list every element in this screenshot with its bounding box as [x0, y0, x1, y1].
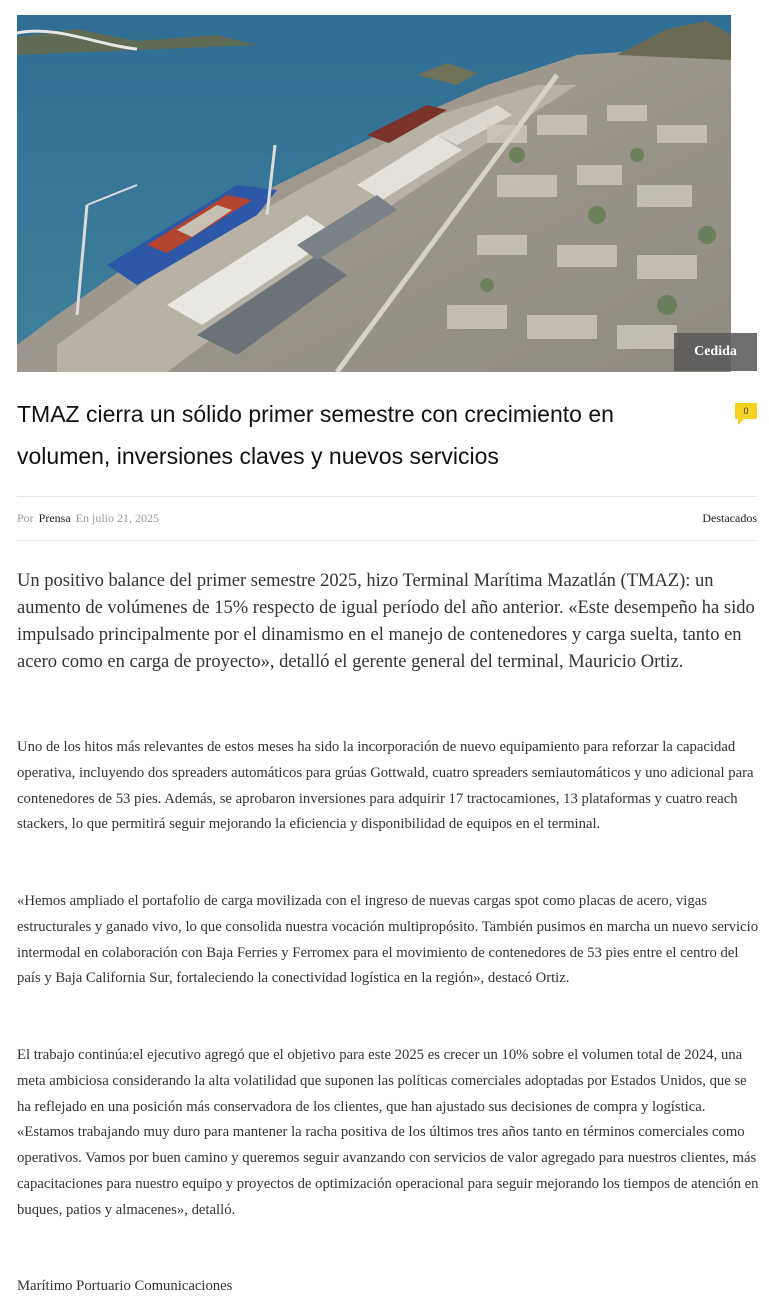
- article-paragraph: El trabajo continúa:el ejecutivo agregó que el objetivo para este 2025 es crecer un 10% sobre el volumen total de 2024, una meta ambiciosa considerando la alta volatilidad que suponen las políticas comerciales adoptadas por Estados Unidos, que se ha reflejado en una posición más conservadora de los clientes, que han ajustado sus decisiones de compra y logística. «Estamos trabajando muy duro para mantener la racha positiva de los últimos tres años tanto en términos comerciales como operativos. Vamos por buen camino y queremos seguir avanzando con servicios de valor agregado para nuestros clientes, más capacitaciones para nuestro equipo y proyectos de optimización operacional para seguir mejorando los tiempos de atención en buques, patios y almacenes», detalló.: [17, 1047, 759, 1218]
- article-meta: [17, 509, 757, 527]
- meta-divider-bottom: [17, 540, 757, 541]
- port-aerial-illustration: [17, 15, 731, 372]
- comment-count-badge[interactable]: 0: [735, 403, 757, 419]
- article-lead: Un positivo balance del primer semestre 2025, hizo Terminal Marítima Mazatlán (TMAZ): un aumento de volúmenes de 15% respecto de igual período del año anterior. «Este desempeño ha sido impulsado principalmente por el dinamismo en el manejo de contenedores y carga suelta, tanto en acero como en carga de proyecto», detalló el gerente general del terminal, Mauricio Ortiz.: [17, 571, 755, 672]
- article-paragraph: Uno de los hitos más relevantes de estos meses ha sido la incorporación de nuevo equipamiento para reforzar la capacidad operativa, incluyendo dos spreaders automáticos para grúas Gottwald, cuatro spreaders semiautomáticos y uno adicional para contenedores de 53 pies. Además, se aprobaron inversiones para adquirir 17 tractocamiones, 13 plataformas y cuatro reach stackers, lo que permitirá seguir mejorando la eficiencia y disponibilidad de equipos en el terminal.: [17, 739, 754, 833]
- category-link[interactable]: Destacados: [702, 510, 757, 525]
- article-title: TMAZ cierra un sólido primer semestre con crecimiento en volumen, inversiones claves y nuevos servicios: [17, 401, 614, 469]
- meta-divider-top: [17, 496, 757, 497]
- by-label: Por: [17, 510, 34, 525]
- image-credit: Cedida: [674, 333, 757, 371]
- article-paragraph: «Hemos ampliado el portafolio de carga movilizada con el ingreso de nuevas cargas spot como placas de acero, vigas estructurales y ganado vivo, lo que consolida nuestra vocación multipropósito. También pusimos en marcha un nuevo servicio intermodal en colaboración con Baja Ferries y Ferromex para el movimiento de contenedores de 53 pies entre el centro del país y Baja California Sur, fortaleciendo la conectividad logística en la región», destacó Ortiz.: [17, 893, 759, 987]
- author-link[interactable]: Prensa: [38, 510, 71, 525]
- hero-image: [17, 15, 731, 372]
- article-signature: Marítimo Portuario Comunicaciones: [17, 1278, 233, 1294]
- publish-date: En julio 21, 2025: [75, 510, 160, 525]
